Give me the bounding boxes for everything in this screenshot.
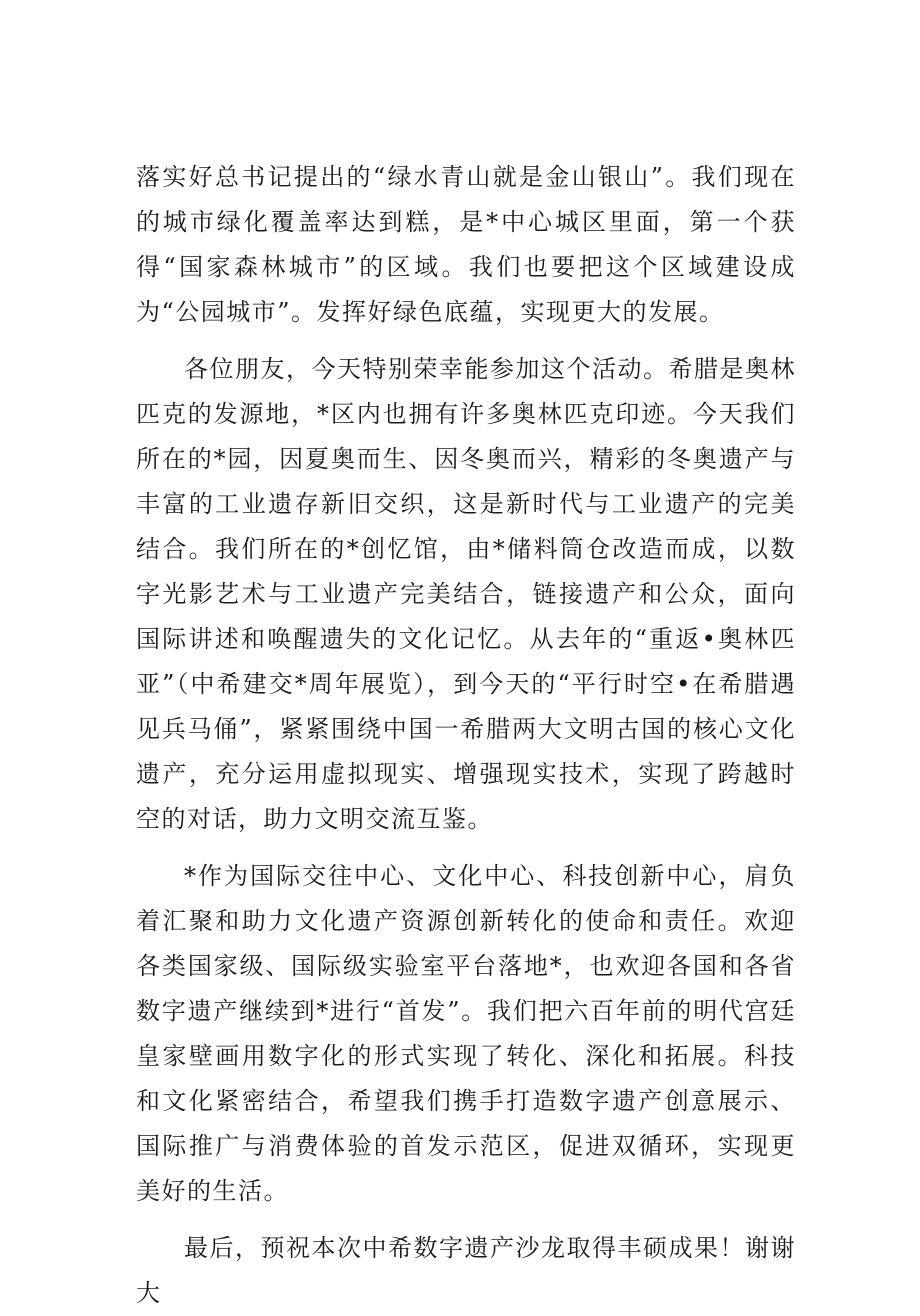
paragraph-1: 落实好总书记提出的“绿水青山就是金山银山”。我们现在的城市绿化覆盖率达到糕，是*中心城区里面，第一个获得“国家森林城市”的区域。我们也要把这个区域建设成为“公园城市”。发挥好绿色底蕴，实现更大的发展。 xyxy=(136,163,796,326)
paragraph-4: 最后，预祝本次中希数字遗产沙龙取得丰硕成果！谢谢大 xyxy=(136,1234,796,1307)
paragraph-3: *作为国际交往中心、文化中心、科技创新中心，肩负着汇聚和助力文化遗产资源创新转化的使命和责任。欢迎各类国家级、国际级实验室平台落地*，也欢迎各国和各省数字遗产继续到*进行“首发”。我们把六百年前的明代宫廷皇家壁画用数字化的形式实现了转化、深化和拓展。科技和文化紧密结合，希望我们携手打造数字遗产创意展示、国际推广与消费体验的首发示范区，促进双循环，实现更美好的生活。 xyxy=(136,862,796,1205)
document-body xyxy=(136,155,796,1316)
paragraph-2: 各位朋友，今天特别荣幸能参加这个活动。希腊是奥林匹克的发源地，*区内也拥有许多奥林匹克印迹。今天我们所在的*园，因夏奥而生、因冬奥而兴，精彩的冬奥遗产与丰富的工业遗存新旧交织，这是新时代与工业遗产的完美结合。我们所在的*创忆馆，由*储料筒仓改造而成，以数字光影艺术与工业遗产完美结合，链接遗产和公众，面向国际讲述和唤醒遗失的文化记忆。从去年的“重返•奥林匹亚”（中希建交*周年展览），到今天的“平行时空•在希腊遇见兵马俑”，紧紧围绕中国一希腊两大文明古国的核心文化遗产，充分运用虚拟现实、增强现实技术，实现了跨越时空的对话，助力文明交流互鉴。 xyxy=(136,355,796,833)
